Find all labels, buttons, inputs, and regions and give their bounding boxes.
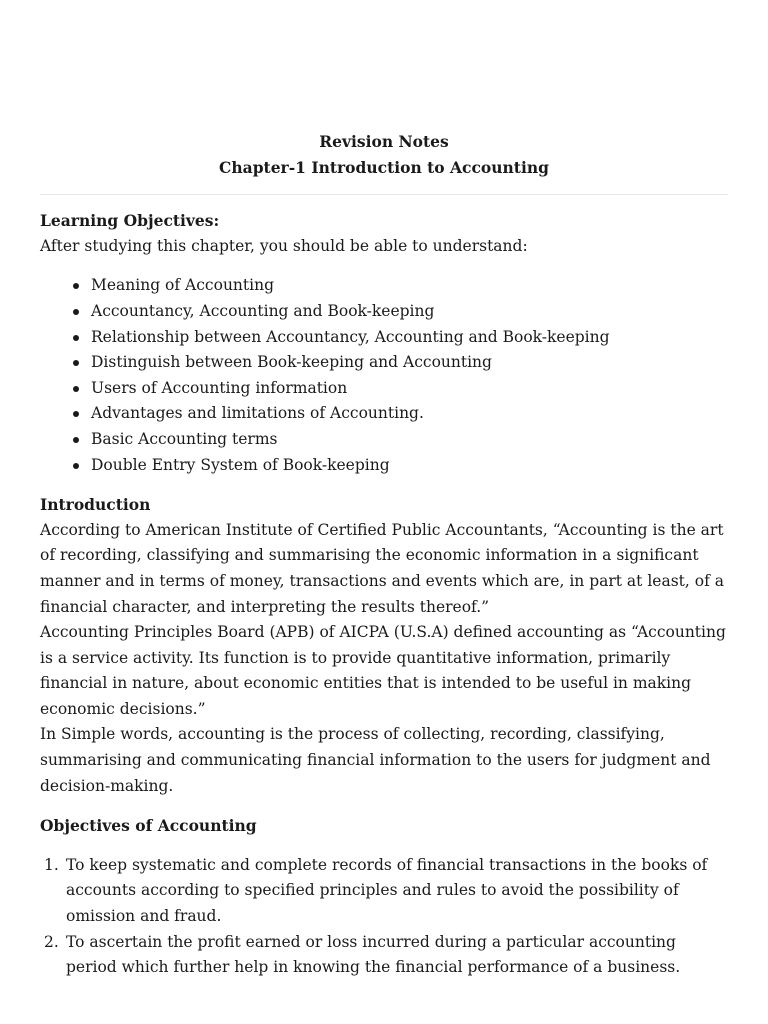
learning-objectives-section (40, 208, 728, 478)
list-item-text: Users of Accounting information (91, 378, 348, 397)
list-item (91, 299, 728, 325)
introduction-section (40, 492, 728, 799)
list-item (91, 453, 728, 479)
document-page (40, 129, 728, 981)
bullet-icon (73, 463, 79, 469)
list-item (91, 401, 728, 427)
objectives-list (40, 853, 728, 981)
chapter-title: Chapter-1 Introduction to Accounting (219, 157, 549, 177)
list-item (91, 376, 728, 402)
introduction-heading: Introduction (40, 495, 151, 515)
list-item (91, 325, 728, 351)
introduction-paragraph-apb: Accounting Principles Board (APB) of AICPA (U.S.A) defined accounting as “Accounting is a service activity. Its function is to provide quantitative information, primarily financial in nature, about economic entities that is intended to be useful in making economic decisions.” (40, 623, 726, 718)
bullet-icon (73, 360, 79, 366)
objectives-heading: Objectives of Accounting (40, 816, 257, 836)
bullet-icon (73, 283, 79, 289)
learning-objectives-intro: After studying this chapter, you should be able to understand: (40, 236, 528, 255)
list-item-text: To ascertain the profit earned or loss incurred during a particular accounting period which further help in knowing the financial performance of a business. (66, 932, 681, 977)
introduction-paragraph-simple: In Simple words, accounting is the process of collecting, recording, classifying, summarising and communicating financial information to the users for judgment and decision-making. (40, 725, 711, 795)
list-item-text: Distinguish between Book-keeping and Accounting (91, 353, 492, 372)
bullet-icon (73, 335, 79, 341)
bullet-icon (73, 309, 79, 315)
objectives-section (40, 813, 728, 981)
list-item (44, 930, 728, 981)
list-item (91, 273, 728, 299)
list-item-text: Double Entry System of Book-keeping (91, 455, 390, 474)
list-item-number: 2. (44, 932, 59, 951)
list-item-text: Accountancy, Accounting and Book-keeping (91, 301, 435, 320)
document-title: Revision Notes (319, 132, 449, 151)
list-item (91, 350, 728, 376)
introduction-paragraph-aicpa: According to American Institute of Certified Public Accountants, “Accounting is the art of recording, classifying and summarising the economic information in a significant manner and in terms of money, transactions and events which are, in part at least, of a financial character, and interpreting the results thereof.” (40, 520, 724, 616)
bullet-icon (73, 437, 79, 443)
list-item-number: 1. (44, 855, 59, 874)
list-item-text: Meaning of Accounting (91, 276, 274, 295)
bullet-icon (73, 411, 79, 417)
title-divider (40, 194, 728, 195)
list-item (91, 427, 728, 453)
bullet-icon (73, 386, 79, 392)
spacer (40, 799, 728, 813)
list-item-text: Relationship between Accountancy, Accounting and Book-keeping (91, 327, 610, 346)
list-item-text: To keep systematic and complete records of financial transactions in the books of accounts according to specified principles and rules to avoid the possibility of omission and fraud. (66, 855, 708, 926)
learning-objectives-list (40, 273, 728, 478)
list-item (44, 853, 728, 930)
learning-objectives-heading: Learning Objectives: (40, 211, 220, 231)
title-block (40, 129, 728, 180)
list-item-text: Advantages and limitations of Accounting. (91, 404, 424, 423)
list-item-text: Basic Accounting terms (91, 429, 278, 448)
